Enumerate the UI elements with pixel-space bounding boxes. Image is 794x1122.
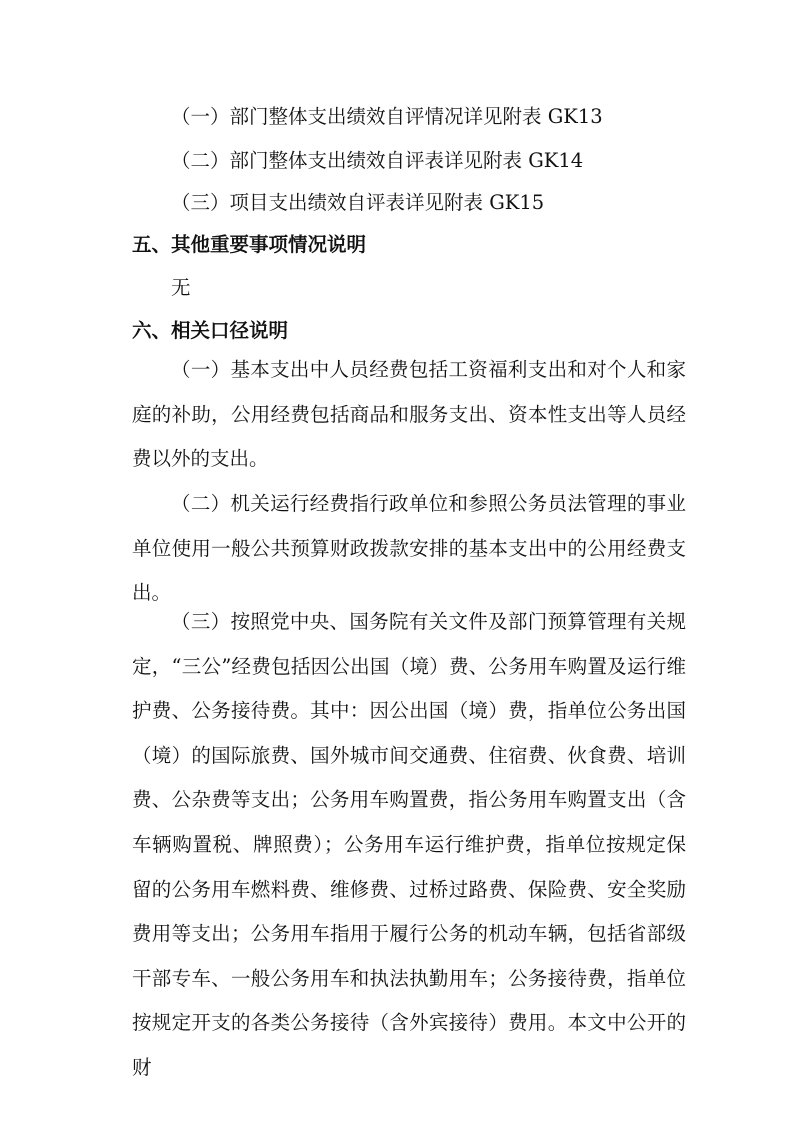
section-5-content: 无 xyxy=(171,276,191,299)
appendix-item-2: （二）部门整体支出绩效自评表详见附表 GK14 xyxy=(171,149,584,172)
section-6-paragraph-1: （一）基本支出中人员经费包括工资福利支出和对个人和家庭的补助，公用经费包括商品和服务支出、资本性支出等人员经费以外的支出。 xyxy=(132,358,686,471)
section-5-title: 五、其他重要事项情况说明 xyxy=(132,233,367,256)
appendix-item-1: （一）部门整体支出绩效自评情况详见附表 GK13 xyxy=(171,105,603,128)
section-6-paragraph-2: （二）机关运行经费指行政单位和参照公务员法管理的事业单位使用一般公共预算财政拨款安排的基本支出中的公用经费支出。 xyxy=(132,492,686,605)
section-6-paragraph-3: （三）按照党中央、国务院有关文件及部门预算管理有关规定，“三公”经费包括因公出国（境）费、公务用车购置及运行维护费、公务接待费。其中：因公出国（境）费，指单位公务出国（境）的国际旅费、国外城市间交通费、住宿费、伙食费、培训费、公杂费等支出；公务用车购置费，指公务用车购置支出（含车辆购置税、牌照费）；公务用车运行维护费，指单位按规定保留的公务用车燃料费、维修费、过桥过路费、保险费、安全奖励费用等支出；公务用车指用于履行公务的机动车辆，包括省部级干部专车、一般公务用车和执法执勤用车；公务接待费，指单位按规定开支的各类公务接待（含外宾接待）费用。本文中公开的财 xyxy=(132,610,686,1079)
appendix-item-3: （三）项目支出绩效自评表详见附表 GK15 xyxy=(171,191,545,214)
section-6-title: 六、相关口径说明 xyxy=(132,319,289,342)
